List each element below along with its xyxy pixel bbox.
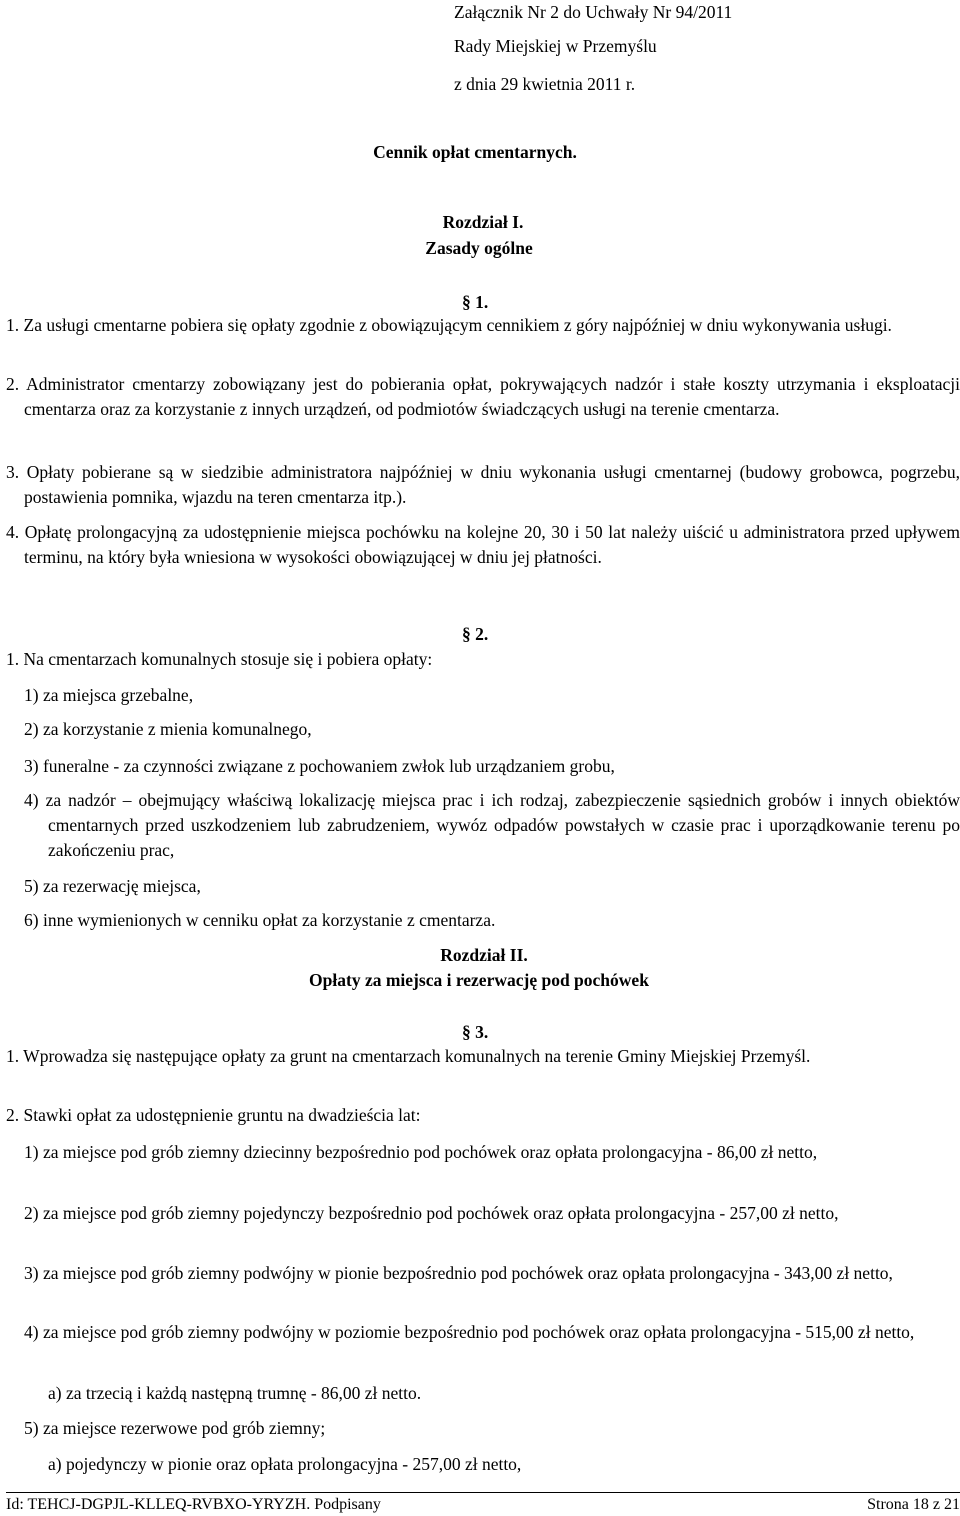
section1-paragraph1: 1. Za usługi cmentarne pobiera się opłaty zgodnie z obowiązującym cennikiem z góry najpóźniej w dniu wykonywania usługi.	[6, 315, 892, 335]
section1-paragraph2: 2. Administrator cmentarzy zobowiązany jest do pobierania opłat, pokrywających nadzór i stałe koszty utrzymania i eksploatacji cmentarza oraz za korzystanie z innych urządzeń, od podmiotów świadczących usługi na terenie cmentarza.	[6, 374, 960, 419]
section1-paragraph4: 4. Opłatę prolongacyjną za udostępnienie miejsca pochówku na kolejne 20, 30 i 50 lat należy uiścić u administratora przed upływem terminu, na który była wniesiona w wysokości obowiązującej w dniu jej płatności.	[6, 522, 960, 567]
section2-mark: § 2.	[462, 624, 489, 644]
fee-type-item-2: 2) za korzystanie z mienia komunalnego,	[24, 719, 312, 739]
chapter2-subheading: Opłaty za miejsca i rezerwację pod pochówek	[309, 970, 649, 990]
section-sign-icon: §	[462, 624, 476, 644]
section1-mark: § 1.	[462, 292, 489, 312]
rate-item-2: 2) za miejsce pod grób ziemny pojedynczy bezpośrednio pod pochówek oraz opłata prolongacyjna - 257,00 zł netto,	[24, 1203, 839, 1223]
chapter2-heading: Rozdział II.	[440, 945, 528, 965]
fee-type-item-5: 5) za rezerwację miejsca,	[24, 876, 201, 896]
attachment-header-line3: z dnia 29 kwietnia 2011 r.	[454, 74, 636, 94]
section2-intro: 1. Na cmentarzach komunalnych stosuje się i pobiera opłaty:	[6, 649, 433, 669]
chapter1-heading: Rozdział I.	[442, 212, 524, 232]
section3-paragraph2: 2. Stawki opłat za udostępnienie gruntu na dwadzieścia lat:	[6, 1105, 421, 1125]
fee-type-item-3: 3) funeralne - za czynności związane z pochowaniem zwłok lub urządzaniem grobu,	[24, 756, 615, 776]
document-id: Id: TEHCJ-DGPJL-KLLEQ-RVBXO-YRYZH. Podpisany	[6, 1496, 381, 1513]
section-sign-icon: §	[462, 292, 476, 312]
chapter1-subheading: Zasady ogólne	[425, 238, 533, 258]
section1-paragraph3: 3. Opłaty pobierane są w siedzibie administratora najpóźniej w dniu wykonania usługi cmentarnej (budowy grobowca, pogrzebu, postawienia pomnika, wjazdu na teren cmentarza itp.).	[6, 462, 960, 507]
rate-item-1: 1) za miejsce pod grób ziemny dziecinny bezpośrednio pod pochówek oraz opłata prolongacyjna - 86,00 zł netto,	[24, 1142, 818, 1162]
page-number: Strona 18 z 21	[867, 1496, 960, 1513]
rate-item-3: 3) za miejsce pod grób ziemny podwójny w pionie bezpośrednio pod pochówek oraz opłata prolongacyjna - 343,00 zł netto,	[24, 1263, 893, 1283]
rate-item-4: 4) za miejsce pod grób ziemny podwójny w poziomie bezpośrednio pod pochówek oraz opłata prolongacyjna - 515,00 zł netto,	[24, 1322, 915, 1342]
section-sign-icon: §	[462, 1022, 476, 1042]
fee-type-item-4: 4) za nadzór – obejmujący właściwą lokalizację miejsca prac i ich rodzaj, zabezpieczenie sąsiednich grobów i innych obiektów cmentarnych przed uszkodzeniem lub zabrudzeniem, wywóz odpadów powstałych w czasie prac i uporządkowanie terenu po zakończeniu prac,	[24, 790, 960, 860]
attachment-header-line1: Załącznik Nr 2 do Uchwały Nr 94/2011	[454, 2, 733, 22]
document-title: Cennik opłat cmentarnych.	[373, 142, 577, 162]
fee-type-item-1: 1) za miejsca grzebalne,	[24, 685, 194, 705]
rate-item-5: 5) za miejsce rezerwowe pod grób ziemny;	[24, 1418, 326, 1438]
rate-item-5-sub-a: a) pojedynczy w pionie oraz opłata prolongacyjna - 257,00 zł netto,	[48, 1454, 522, 1474]
page-footer	[6, 1492, 960, 1513]
rate-item-4-sub-a: a) za trzecią i każdą następną trumnę - 86,00 zł netto.	[48, 1383, 422, 1403]
section3-paragraph1: 1. Wprowadza się następujące opłaty za grunt na cmentarzach komunalnych na terenie Gminy Miejskiej Przemyśl.	[6, 1046, 811, 1066]
attachment-header-line2: Rady Miejskiej w Przemyślu	[454, 36, 657, 56]
fee-type-item-6: 6) inne wymienionych w cenniku opłat za korzystanie z cmentarza.	[24, 910, 496, 930]
section3-mark: § 3.	[462, 1022, 489, 1042]
